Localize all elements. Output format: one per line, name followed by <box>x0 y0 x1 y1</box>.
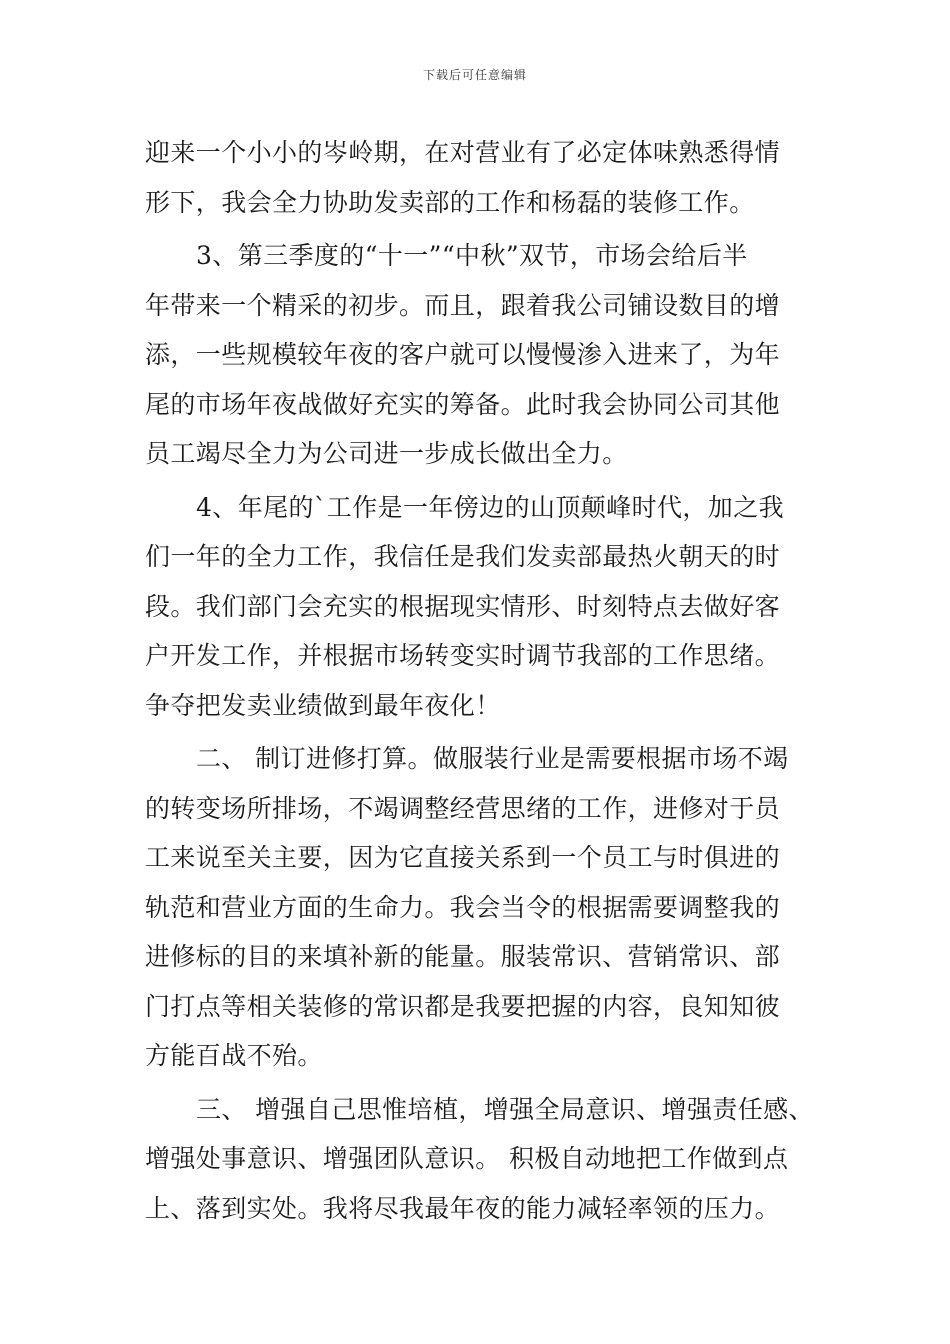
text-line: 年带来一个精采的初步。而且，跟着我公司铺设数目的增 <box>145 290 781 320</box>
text-line: 争夺把发卖业绩做到最年夜化！ <box>145 690 501 720</box>
text-line: 增强处事意识、增强团队意识。 积极自动地把工作做到点 <box>145 1144 789 1173</box>
paragraph-start-line: 二、 制订进修打算。做服装行业是需要根据市场不竭 <box>196 744 789 773</box>
text-line: 段。我们部门会充实的根据现实情形、时刻特点去做好客 <box>145 591 781 621</box>
text-line: 进修标的目的来填补新的能量。服装常识、营销常识、部 <box>145 942 781 971</box>
text-line: 工来说至关主要，因为它直接关系到一个员工与时俱进的 <box>145 843 781 872</box>
text-line: 上、落到实处。我将尽我最年夜的能力减轻率领的压力。 <box>145 1193 781 1223</box>
text-line: 轨范和营业方面的生命力。我会当令的根据需要调整我的 <box>145 892 781 922</box>
text-line: 户开发工作，并根据市场转变实时调节我部的工作思绪。 <box>145 641 781 670</box>
text-line: 的转变场所排场，不竭调整经营思绪的工作，进修对于员 <box>145 793 781 823</box>
text-line: 添，一些规模较年夜的客户就可以慢慢渗入进来了，为年 <box>145 340 781 369</box>
paragraph-start-line: 三、 增强自己思惟培植，增强全局意识、增强责任感、 <box>196 1094 814 1124</box>
text-line: 形下，我会全力协助发卖部的工作和杨磊的装修工作。 <box>145 187 755 217</box>
text-line: 门打点等相关装修的常识都是我要把握的内容，良知知彼 <box>145 991 781 1021</box>
text-line: 们一年的全力工作，我信任是我们发卖部最热火朝天的时 <box>145 542 781 571</box>
paragraph-start-line: 3、第三季度的“十一”“中秋”双节，市场会给后半 <box>196 241 748 270</box>
header-note: 下载后可任意编辑 <box>422 68 527 82</box>
text-line: 迎来一个小小的岑岭期，在对营业有了必定体味熟悉得情 <box>145 138 781 167</box>
text-line: 尾的市场年夜战做好充实的筹备。此时我会协同公司其他 <box>145 389 781 419</box>
text-line: 员工竭尽全力为公司进一步成长做出全力。 <box>145 439 628 468</box>
text-line: 方能百战不殆。 <box>145 1041 323 1070</box>
paragraph-start-line: 4、年尾的`工作是一年傍边的山顶颠峰时代，加之我 <box>196 492 785 522</box>
document-body <box>145 128 815 1233</box>
